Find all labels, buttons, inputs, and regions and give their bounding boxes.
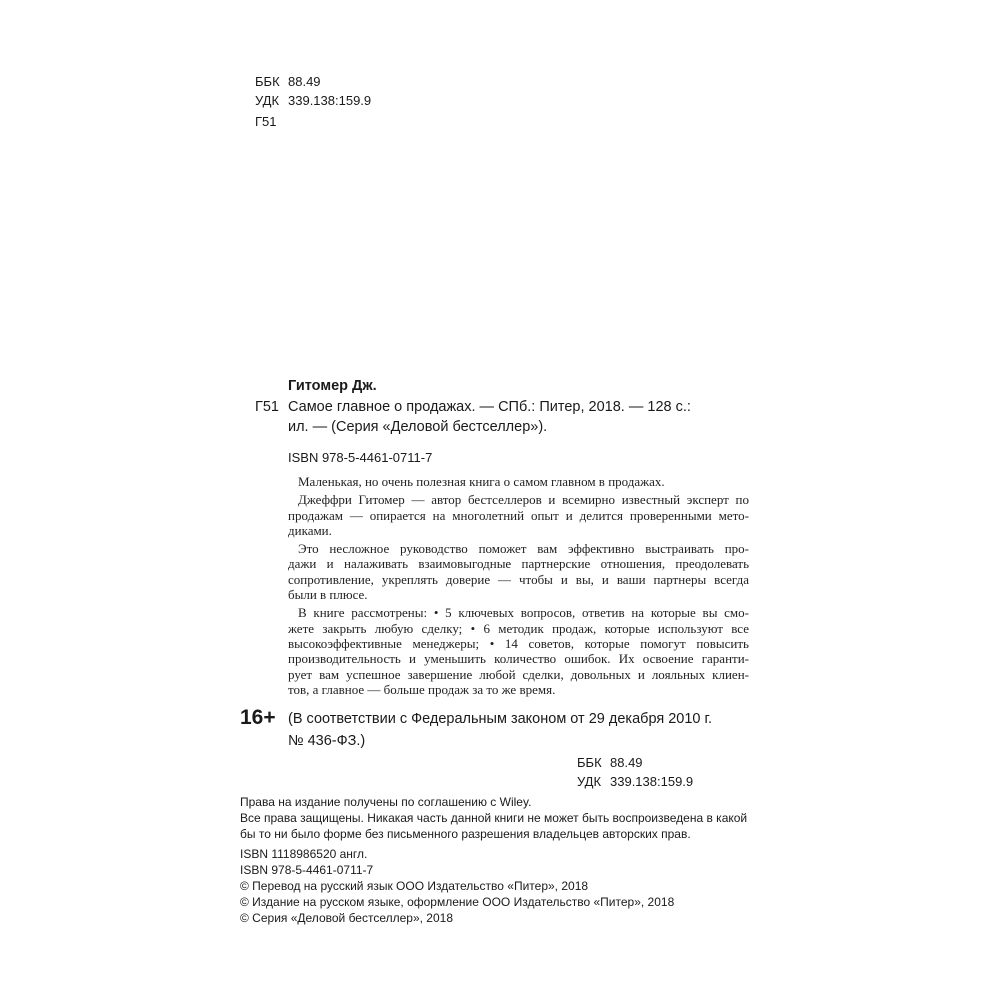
annotation-line: продажам — опирается на многолетний опыт и делится проверенными мето- — [288, 507, 749, 523]
annotation-line: диками. — [288, 522, 332, 538]
entry-title-line1: Самое главное о продажах. — СПб.: Питер, 2018. — 128 с.: — [288, 399, 691, 415]
entry-code: Г51 — [255, 399, 279, 415]
author: Гитомер Дж. — [288, 378, 377, 394]
annotation-line: сопротивление, укреплять доверие — чтобы и вы, и ваши партнеры всегда — [288, 571, 749, 587]
age-rating: 16+ — [240, 706, 276, 729]
udk-label: УДК — [255, 93, 280, 108]
bottom-udk — [577, 774, 693, 789]
entry-isbn: ISBN 978-5-4461-0711-7 — [288, 450, 433, 465]
annotation-line: жете закрыть любую сделку; • 6 методик продаж, которые используют все — [288, 620, 749, 636]
annotation-paragraph — [288, 492, 749, 538]
annotation-paragraph — [288, 474, 749, 489]
copyright-block — [240, 846, 674, 926]
age-law-line2: № 436-ФЗ.) — [288, 733, 366, 749]
top-code: Г51 — [255, 114, 277, 129]
annotation-line: высокоэффективные менеджеры; • 14 советов, которые помогут повысить — [288, 635, 749, 651]
bbk-value: 88.49 — [288, 74, 321, 89]
entry-title-line2: ил. — (Серия «Деловой бестселлер»). — [288, 419, 548, 435]
age-law-line1: (В соответствии с Федеральным законом от 29 декабря 2010 г. — [288, 711, 713, 727]
bbk-value: 88.49 — [610, 755, 643, 770]
annotation-paragraph — [288, 605, 749, 697]
annotation-line: тов, а главное — больше продаж за то же время. — [288, 681, 556, 697]
rights-line: бы то ни было форме без письменного разрешения владельцев авторских прав. — [240, 827, 691, 841]
rights-line: Права на издание получены по соглашению с Wiley. — [240, 795, 532, 809]
rights-line: Все права защищены. Никакая часть данной книги не может быть воспроизведена в какой — [240, 811, 748, 825]
copyright-line: © Серия «Деловой бестселлер», 2018 — [240, 911, 453, 925]
annotation-line: Джеффри Гитомер — автор бестселлеров и всемирно известный эксперт по — [298, 492, 749, 508]
bbk-label: ББК — [577, 755, 602, 770]
annotation-line: рует вам успешное завершение любой сделки, довольных и лояльных клиен- — [288, 666, 749, 682]
udk-value: 339.138:159.9 — [288, 93, 372, 108]
udk-label: УДК — [577, 774, 602, 789]
top-udk — [255, 93, 371, 108]
isbn-line: ISBN 1118986520 англ. — [240, 847, 368, 861]
annotation-paragraph — [288, 541, 749, 602]
copyright-line: © Издание на русском языке, оформление ООО Издательство «Питер», 2018 — [240, 895, 675, 909]
isbn-line: ISBN 978-5-4461-0711-7 — [240, 863, 374, 877]
bottom-bbk — [577, 755, 643, 770]
annotation-line: производительность и уменьшить количество ошибок. Их освоение гаранти- — [288, 651, 749, 667]
top-bbk — [255, 74, 321, 89]
rights-notice — [240, 794, 747, 842]
annotation-line: Это несложное руководство поможет вам эффективно выстраивать про- — [298, 541, 749, 557]
annotation — [288, 474, 749, 700]
annotation-line: дажи и налаживать взаимовыгодные партнерские отношения, преодолевать — [288, 556, 749, 572]
bbk-label: ББК — [255, 74, 280, 89]
udk-value: 339.138:159.9 — [610, 774, 694, 789]
annotation-line: В книге рассмотрены: • 5 ключевых вопросов, ответив на которые вы смо- — [298, 605, 749, 621]
copyright-line: © Перевод на русский язык ООО Издательство «Питер», 2018 — [240, 879, 589, 893]
annotation-line: Маленькая, но очень полезная книга о самом главном в продажах. — [298, 474, 665, 489]
annotation-line: были в плюсе. — [288, 587, 368, 603]
